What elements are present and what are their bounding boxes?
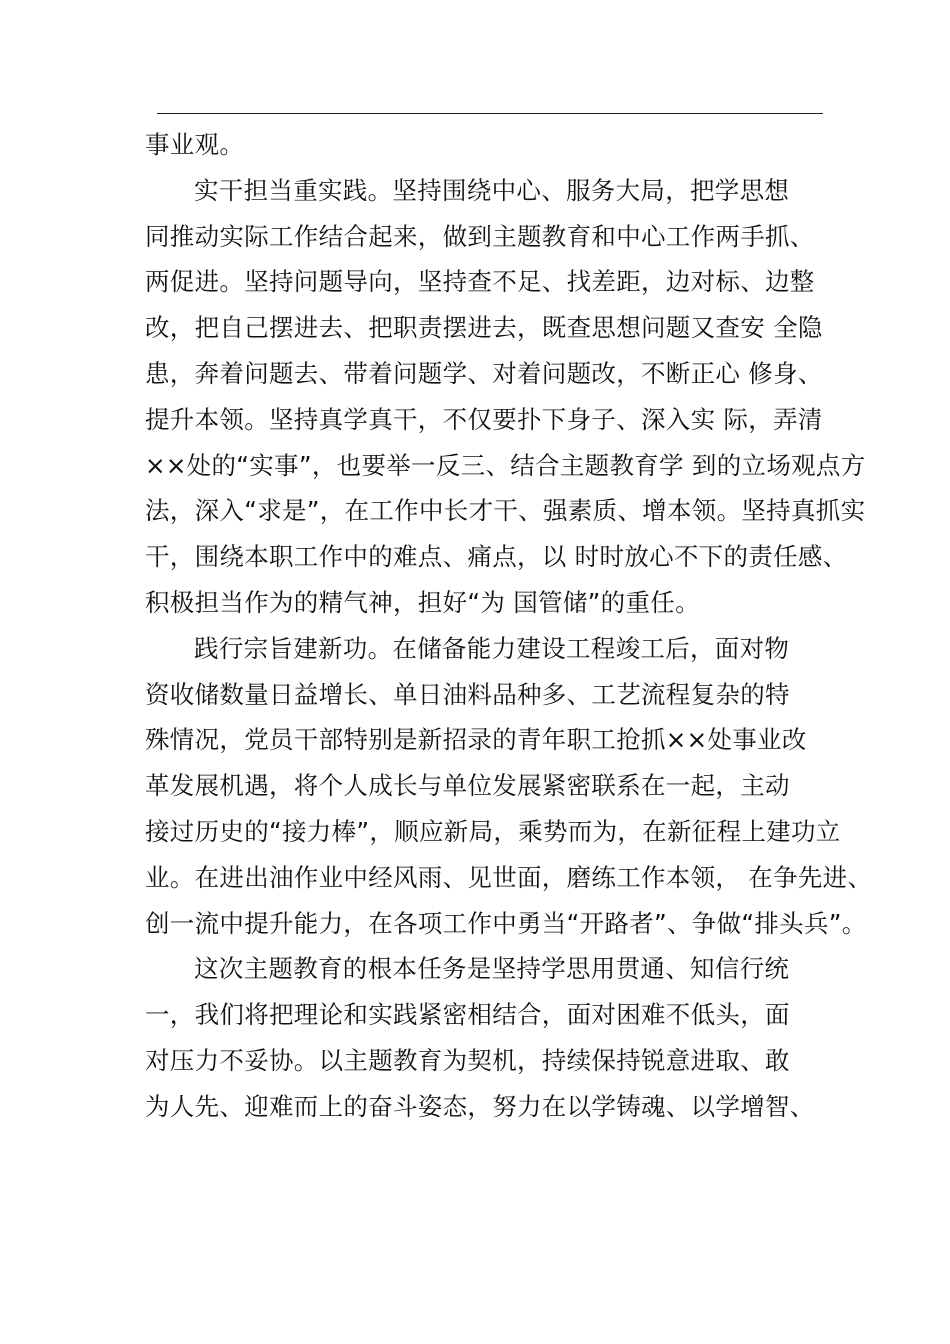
text-line: 资收储数量日益增长、单日油料品种多、工艺流程复杂的特 <box>145 679 790 709</box>
paragraph-start-line: 实干担当重实践。坚持围绕中心、服务大局，把学思想 <box>194 175 790 205</box>
text-line: 为人先、迎难而上的奋斗姿态，努力在以学铸魂、以学增智、 <box>145 1091 815 1121</box>
text-line: 干，围绕本职工作中的难点、痛点，以 时时放心不下的责任感、 <box>145 542 848 572</box>
text-line: 革发展机遇，将个人成长与单位发展紧密联系在一起，主动 <box>145 771 790 801</box>
header-rule <box>157 113 823 114</box>
text-line: 殊情况，党员干部特别是新招录的青年职工抢抓××处事业改 <box>145 725 807 755</box>
text-line: 对压力不妥协。以主题教育为契机，持续保持锐意进取、敢 <box>145 1045 790 1075</box>
text-line: 两促进。坚持问题导向，坚持查不足、找差距，边对标、边整 <box>145 267 815 297</box>
text-line: 同推动实际工作结合起来，做到主题教育和中心工作两手抓、 <box>145 221 815 251</box>
text-line: 患，奔着问题去、带着问题学、对着问题改，不断正心 修身、 <box>145 358 823 388</box>
text-line: 事业观。 <box>145 130 245 159</box>
text-line: 一，我们将把理论和实践紧密相结合，面对困难不低头，面 <box>145 1000 790 1030</box>
text-line: 业。在进出油作业中经风雨、见世面，磨练工作本领， 在争先进、 <box>145 862 873 892</box>
text-line: 法，深入“求是”，在工作中长才干、强素质、增本领。坚持真抓实 <box>145 496 866 526</box>
text-line: 积极担当作为的精气神，担好“为 国管储”的重任。 <box>145 587 700 617</box>
paragraph-start-line: 践行宗旨建新功。在储备能力建设工程竣工后，面对物 <box>194 633 790 663</box>
paragraph-start-line: 这次主题教育的根本任务是坚持学思用贯通、知信行统 <box>194 954 790 984</box>
text-line: 接过历史的“接力棒”，顺应新局，乘势而为，在新征程上建功立 <box>145 816 841 846</box>
document-body <box>145 122 873 1130</box>
text-line: 改，把自己摆进去、把职责摆进去，既查思想问题又查安 全隐 <box>145 313 823 343</box>
text-line: 提升本领。坚持真学真干，不仅要扑下身子、深入实 际，弄清 <box>145 404 823 434</box>
text-line: ××处的“实事”，也要举一反三、结合主题教育学 到的立场观点方 <box>145 450 866 480</box>
text-line: 创一流中提升能力，在各项工作中勇当“开路者”、争做“排头兵”。 <box>145 908 867 938</box>
